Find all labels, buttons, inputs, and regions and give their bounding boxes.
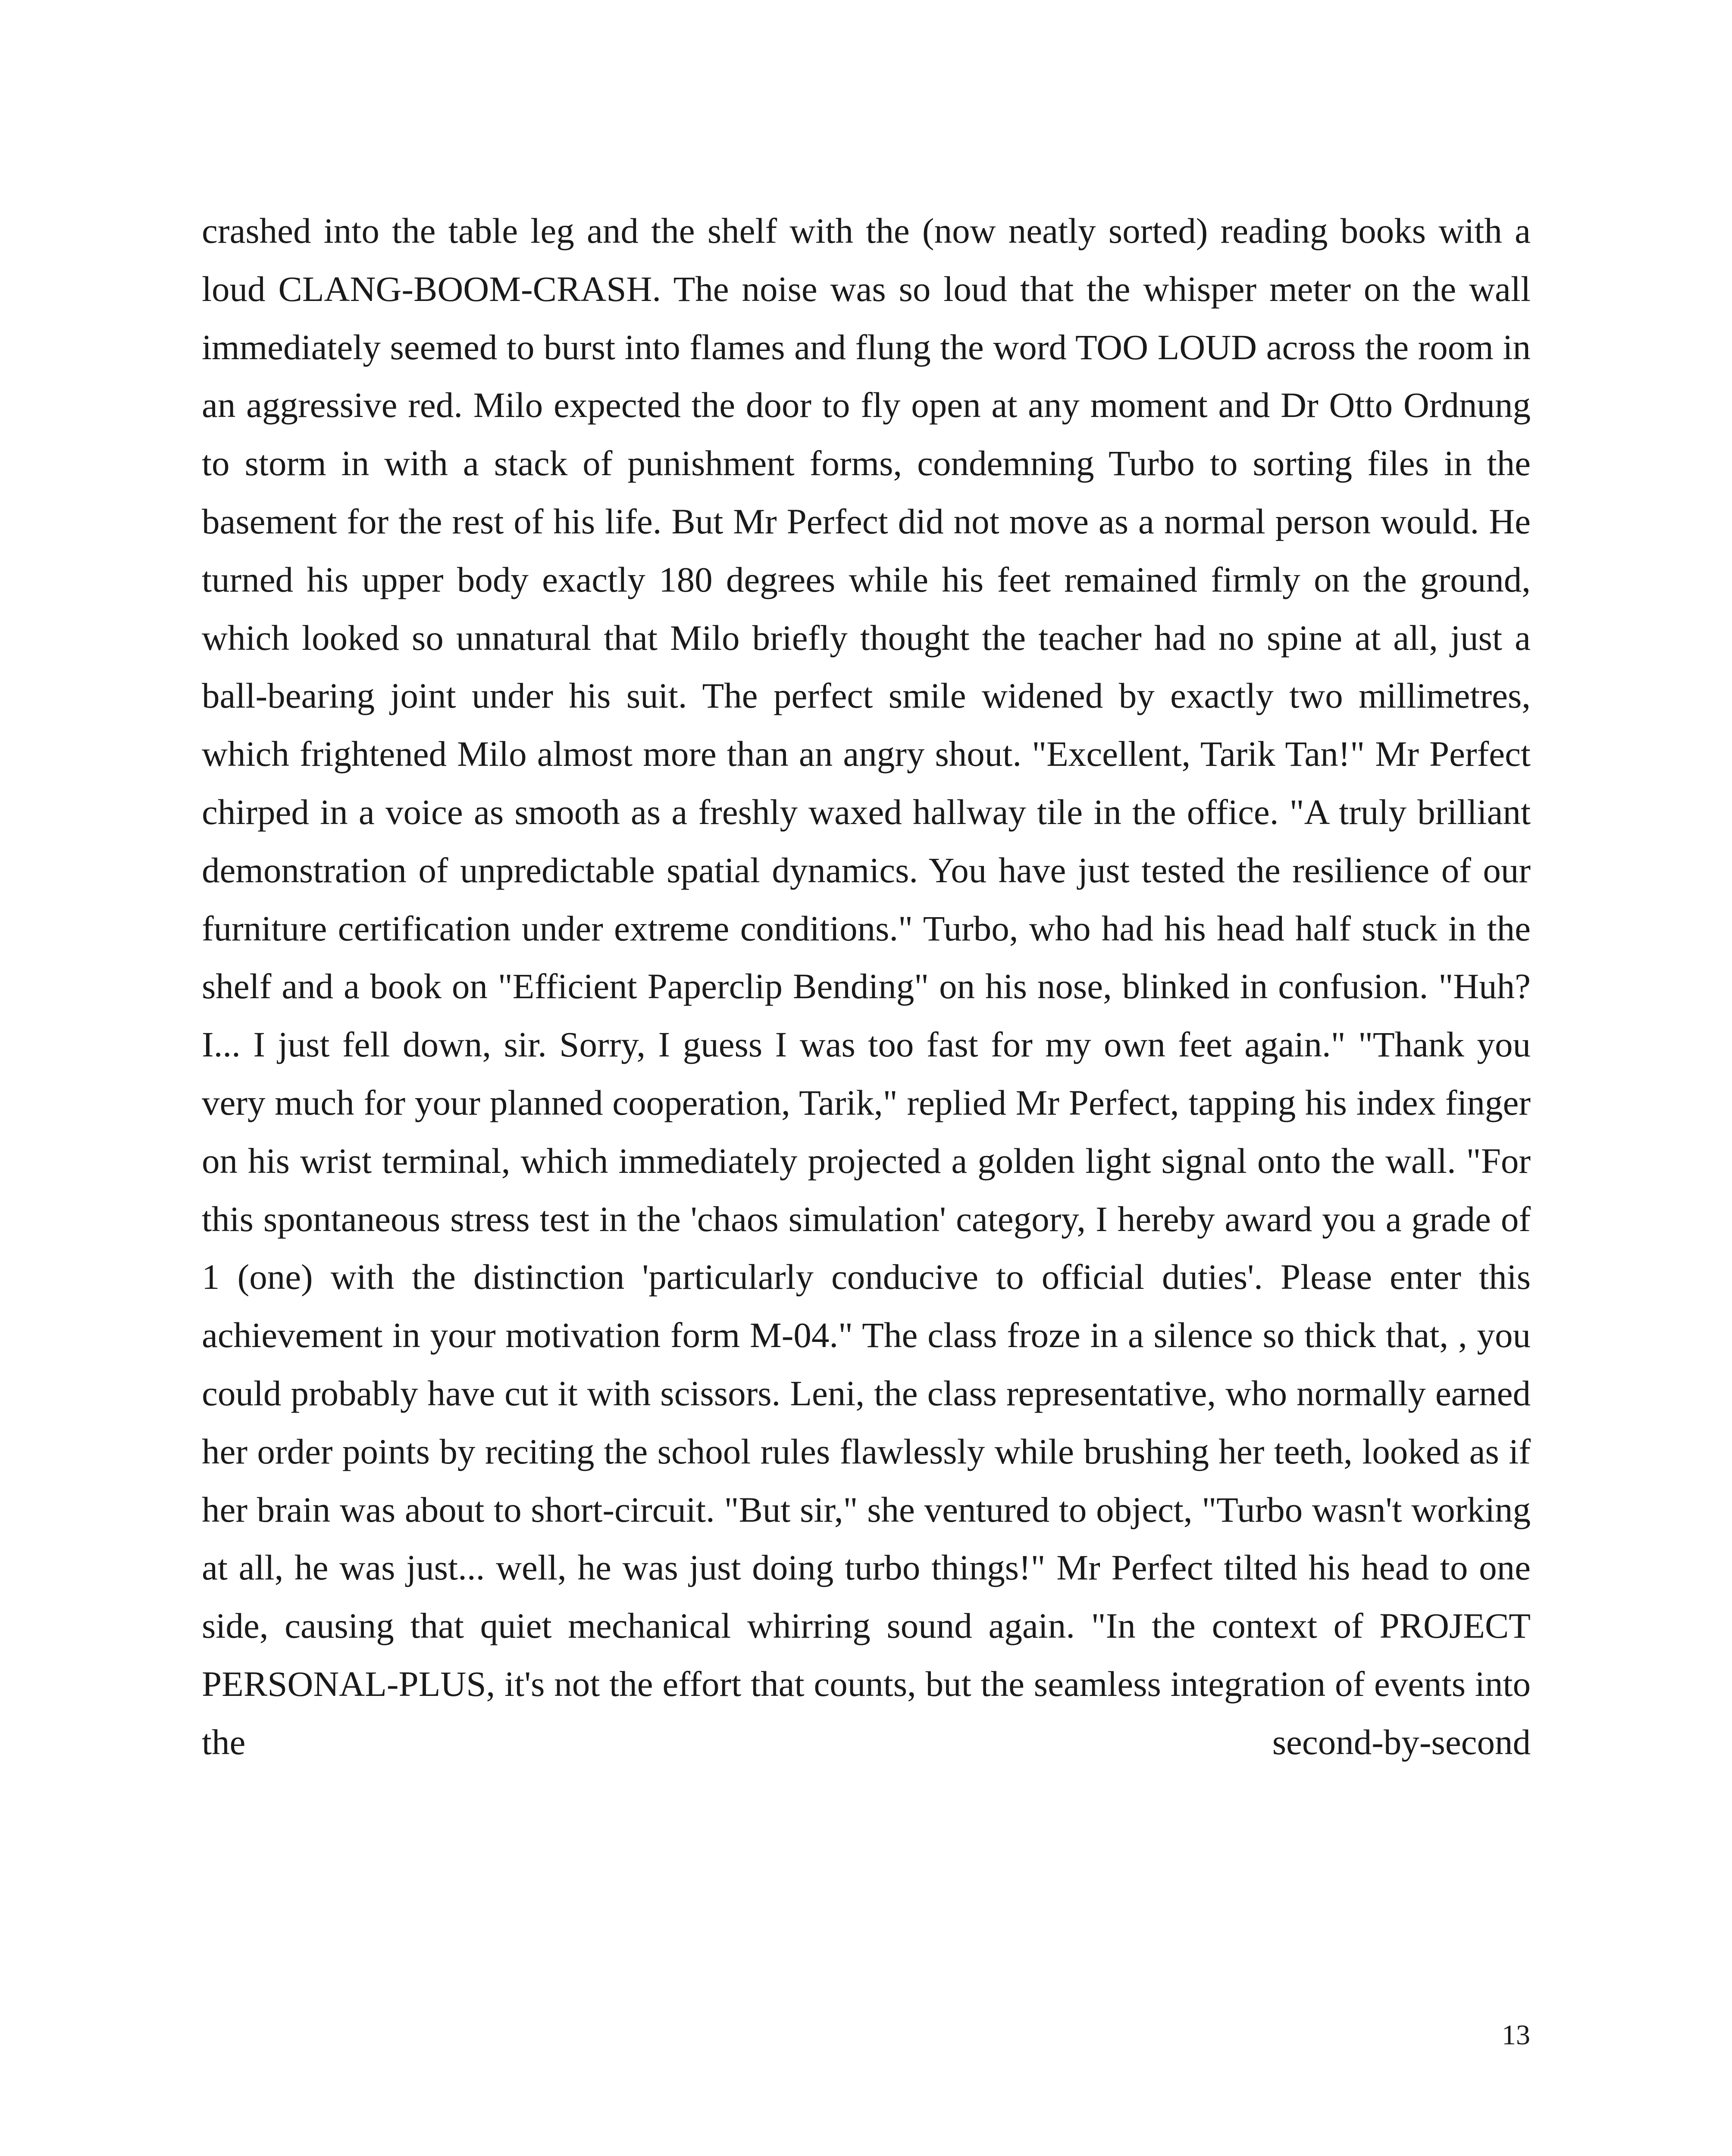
- body-paragraph: crashed into the table leg and the shelf with the (now neatly sorted) reading books with a loud CLANG-BOOM-CRASH. The noise was so loud that the whisper meter on the wall immediately seemed to burst into flames and flung the word TOO LOUD across the room in an aggressive red. Milo expected the door to fly open at any moment and Dr Otto Ordnung to storm in with a stack of punishment forms, condemning Turbo to sorting files in the basement for the rest of his life. But Mr Perfect did not move as a normal person would. He turned his upper body exactly 180 degrees while his feet remained firmly on the ground, which looked so unnatural that Milo briefly thought the teacher had no spine at all, just a ball-bearing joint under his suit. The perfect smile widened by exactly two millimetres, which frightened Milo almost more than an angry shout. "Excellent, Tarik Tan!" Mr Perfect chirped in a voice as smooth as a freshly waxed hallway tile in the office. "A truly brilliant demonstration of unpredictable spatial dynamics. You have just tested the resilience of our furniture certification under extreme conditions." Turbo, who had his head half stuck in the shelf and a book on "Efficient Paperclip Bending" on his nose, blinked in confusion. "Huh? I... I just fell down, sir. Sorry, I guess I was too fast for my own feet again." "Thank you very much for your planned cooperation, Tarik," replied Mr Perfect, tapping his index finger on his wrist terminal, which immediately projected a golden light signal onto the wall. "For this spontaneous stress test in the 'chaos simulation' category, I hereby award you a grade of 1 (one) with the distinction 'particularly conducive to official duties'. Please enter this achievement in your motivation form M-04." The class froze in a silence so thick that, , you could probably have cut it with scissors. Leni, the class representative, who normally earned her order points by reciting the school rules flawlessly while brushing her teeth, looked as if her brain was about to short-circuit. "But sir," she ventured to object, "Turbo wasn't working at all, he was just... well, he was just doing turbo things!" Mr Perfect tilted his head to one side, causing that quiet mechanical whirring sound again. "In the context of PROJECT PERSONAL-PLUS, it's not the effort that counts, but the seamless integration of events into the second-by-second: [202, 211, 1531, 1762]
- page-number: 13: [1502, 2019, 1530, 2051]
